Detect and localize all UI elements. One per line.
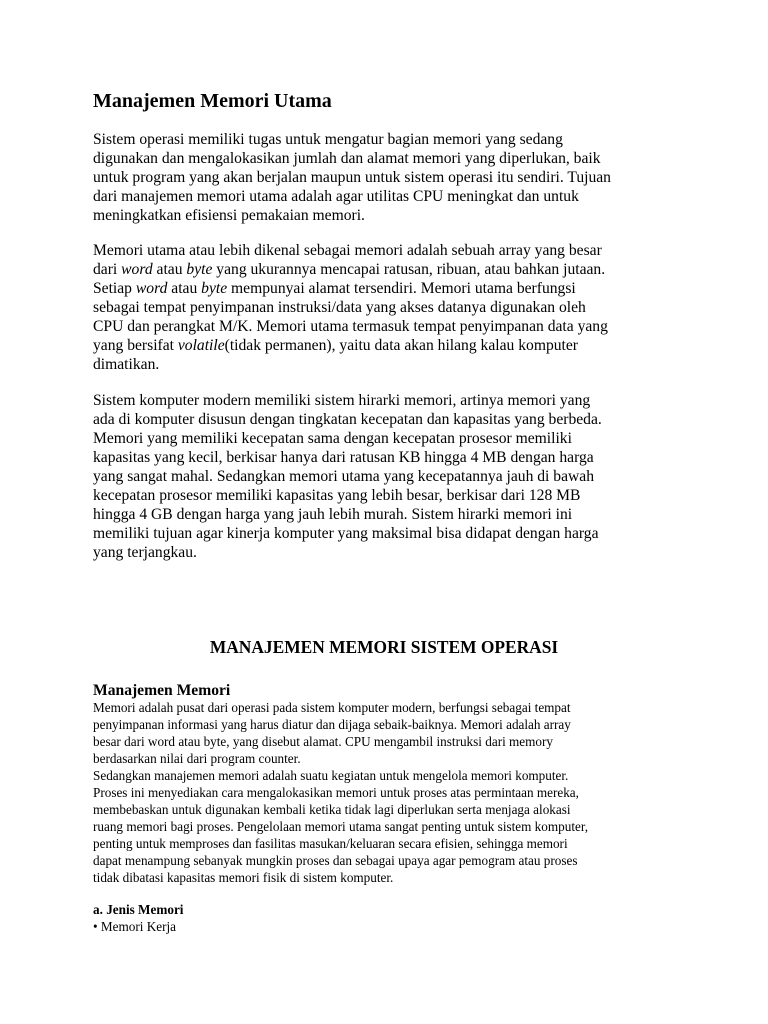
text-segment: yang ukurannya mencapai ratusan, ribuan, atau bahkan jutaan. xyxy=(212,261,606,278)
text-line: membebaskan untuk digunakan kembali ketika tidak lagi diperlukan serta menjaga alokasi xyxy=(93,802,571,817)
bullet-item: • Memori Kerja xyxy=(93,919,176,934)
text-line: Sistem operasi memiliki tugas untuk mengatur bagian memori yang sedang xyxy=(93,131,563,148)
text-line: hingga 4 GB dengan harga yang jauh lebih murah. Sistem hirarki memori ini xyxy=(93,506,573,523)
paragraph-intro xyxy=(93,130,611,225)
text-segment: mempunyai alamat tersendiri. Memori utama berfungsi xyxy=(227,280,576,297)
text-line: Memori yang memiliki kecepatan sama dengan kecepatan prosesor memiliki xyxy=(93,430,572,447)
text-line: ada di komputer disusun dengan tingkatan kecepatan dan kapasitas yang berbeda. xyxy=(93,411,602,428)
subheading: Manajemen Memori xyxy=(93,682,231,699)
text-line: besar dari word atau byte, yang disebut alamat. CPU mengambil instruksi dari memory xyxy=(93,734,553,749)
text-segment: atau xyxy=(152,261,187,278)
text-line: meningkatkan efisiensi pemakaian memori. xyxy=(93,207,365,224)
text-line: dari manajemen memori utama adalah agar utilitas CPU meningkat dan untuk xyxy=(93,188,579,205)
text-segment: yang bersifat xyxy=(93,337,178,354)
text-line xyxy=(93,336,608,355)
text-line: penting untuk memproses dan fasilitas masukan/keluaran secara efisien, sehingga memori xyxy=(93,836,568,851)
italic-term: word xyxy=(121,261,153,278)
text-line: digunakan dan mengalokasikan jumlah dan alamat memori yang diperlukan, baik xyxy=(93,150,601,167)
text-line: yang terjangkau. xyxy=(93,544,197,561)
paragraph-memori-utama xyxy=(93,241,608,374)
paragraph-hirarki xyxy=(93,391,602,562)
text-line: Memori utama atau lebih dikenal sebagai memori adalah sebuah array yang besar xyxy=(93,242,602,259)
text-line: yang sangat mahal. Sedangkan memori utama yang kecepatannya jauh di bawah xyxy=(93,468,594,485)
text-line: Proses ini menyediakan cara mengalokasikan memori untuk proses atas permintaan mereka, xyxy=(93,785,579,800)
italic-term: byte xyxy=(186,261,213,278)
text-line: berdasarkan nilai dari program counter. xyxy=(93,751,301,766)
text-line: kecepatan prosesor memiliki kapasitas yang lebih besar, berkisar dari 128 MB xyxy=(93,487,581,504)
text-line: Sedangkan manajemen memori adalah suatu kegiatan untuk mengelola memori komputer. xyxy=(93,768,569,783)
text-segment: dari xyxy=(93,261,122,278)
text-line: dapat menampung sebanyak mungkin proses dan sebagai upaya agar pemogram atau proses xyxy=(93,853,578,868)
text-segment: Setiap xyxy=(93,280,136,297)
text-segment: atau xyxy=(167,280,202,297)
text-line: ruang memori bagi proses. Pengelolaan memori utama sangat penting untuk sistem komputer, xyxy=(93,819,588,834)
section-title: MANAJEMEN MEMORI SISTEM OPERASI xyxy=(209,637,559,657)
text-line xyxy=(93,260,608,279)
text-line: penyimpanan informasi yang harus diatur dan dijaga sebaik-baiknya. Memori adalah array xyxy=(93,717,571,732)
text-line: Memori adalah pusat dari operasi pada sistem komputer modern, berfungsi sebagai tempat xyxy=(93,700,571,715)
text-line: dimatikan. xyxy=(93,356,160,373)
italic-term: byte xyxy=(201,280,228,297)
paragraph-manajemen-memori xyxy=(93,699,588,886)
text-line: CPU dan perangkat M/K. Memori utama termasuk tempat penyimpanan data yang xyxy=(93,318,608,335)
italic-term: volatile xyxy=(177,337,225,354)
text-line: memiliki tujuan agar kinerja komputer yang maksimal bisa didapat dengan harga xyxy=(93,525,599,542)
text-line: Sistem komputer modern memiliki sistem hirarki memori, artinya memori yang xyxy=(93,392,591,409)
text-line: untuk program yang akan berjalan maupun untuk sistem operasi itu sendiri. Tujuan xyxy=(93,169,611,186)
text-line: sebagai tempat penyimpanan instruksi/data yang akses datanya digunakan oleh xyxy=(93,299,586,316)
text-segment: (tidak permanen), yaitu data akan hilang kalau komputer xyxy=(224,337,578,354)
text-line: kapasitas yang kecil, berkisar hanya dari ratusan KB hingga 4 MB dengan harga xyxy=(93,449,594,466)
text-line: tidak dibatasi kapasitas memori fisik di sistem komputer. xyxy=(93,870,394,885)
text-line xyxy=(93,279,608,298)
document-title: Manajemen Memori Utama xyxy=(93,90,332,112)
jenis-memori-heading: a. Jenis Memori xyxy=(93,902,184,917)
italic-term: word xyxy=(135,280,168,297)
